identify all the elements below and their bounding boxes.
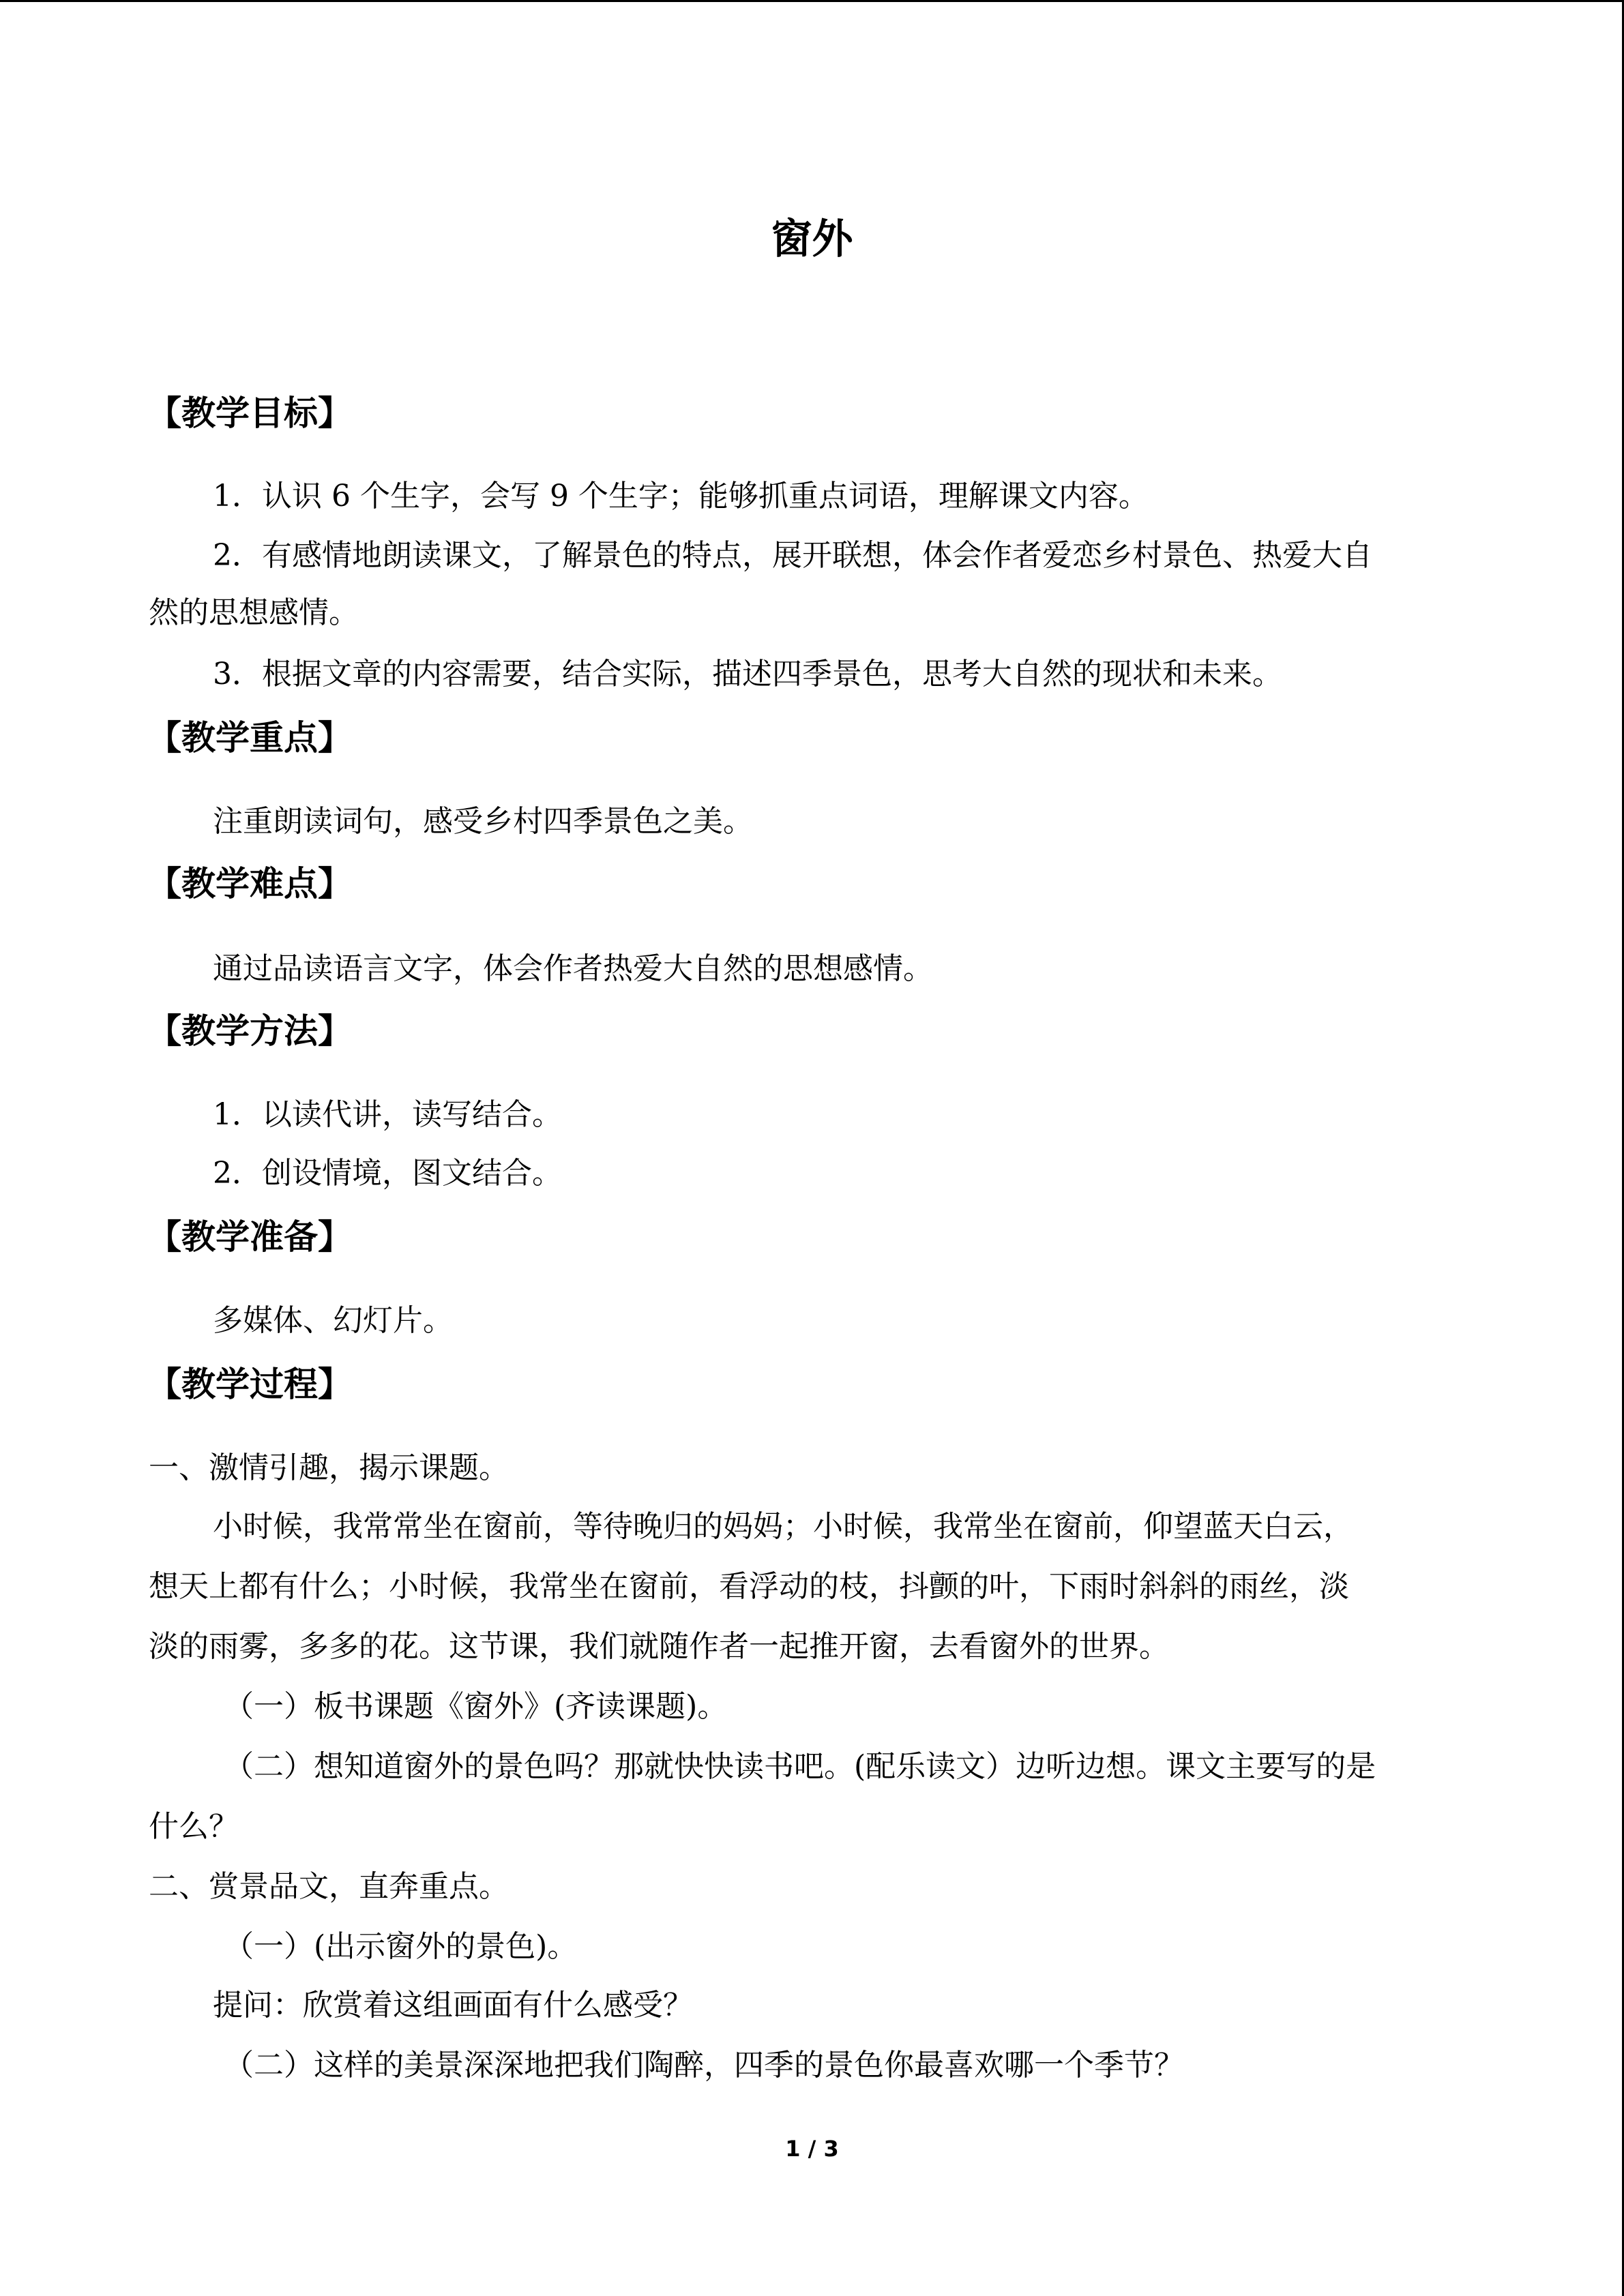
process-step-2-title: 二、赏景品文，直奔重点。: [149, 1869, 509, 1904]
process-step-2-substep-1: （一）(出示窗外的景色)。: [224, 1929, 578, 1964]
process-step-2-substep-2: （二）这样的美景深深地把我们陶醉，四季的景色你最喜欢哪一个季节？: [224, 2048, 1184, 2083]
difficulty-line-1: 通过品读语言文字，体会作者热爱大自然的思想感情。: [213, 951, 933, 986]
section-heading-method: 【教学方法】: [147, 1011, 352, 1051]
section-heading-prep: 【教学准备】: [147, 1217, 352, 1257]
process-substep-2-continued: 什么？: [149, 1809, 239, 1844]
prep-line-1: 多媒体、幻灯片。: [213, 1303, 453, 1338]
method-line-2: 2．创设情境，图文结合。: [213, 1156, 562, 1191]
process-paragraph-line-2: 想天上都有什么；小时候，我常坐在窗前，看浮动的枝，抖颤的叶，下雨时斜斜的雨丝，淡: [149, 1569, 1349, 1604]
process-substep-1: （一）板书课题《窗外》(齐读课题)。: [224, 1689, 728, 1724]
process-substep-2: （二）想知道窗外的景色吗？那就快快读书吧。(配乐读文）边听边想。课文主要写的是: [224, 1749, 1376, 1784]
section-heading-goals: 【教学目标】: [147, 393, 352, 433]
page-title: 窗外: [771, 215, 853, 263]
section-heading-key: 【教学重点】: [147, 718, 352, 758]
key-line-1: 注重朗读词句，感受乡村四季景色之美。: [213, 804, 753, 839]
process-paragraph-line-1: 小时候，我常常坐在窗前，等待晚归的妈妈；小时候，我常坐在窗前，仰望蓝天白云，: [213, 1509, 1353, 1544]
goal-line-2: 2．有感情地朗读课文，了解景色的特点，展开联想，体会作者爱恋乡村景色、热爱大自: [213, 538, 1372, 573]
page-number: 1 / 3: [785, 2136, 839, 2162]
section-heading-difficulty: 【教学难点】: [147, 864, 352, 904]
goal-line-2-continued: 然的思想感情。: [149, 595, 359, 630]
process-paragraph-line-3: 淡的雨雾，多多的花。这节课，我们就随作者一起推开窗，去看窗外的世界。: [149, 1629, 1169, 1664]
method-line-1: 1．以读代讲，读写结合。: [213, 1097, 562, 1132]
goal-line-3: 3．根据文章的内容需要，结合实际，描述四季景色，思考大自然的现状和未来。: [213, 657, 1282, 691]
goal-line-1: 1．认识 6 个生字，会写 9 个生字；能够抓重点词语，理解课文内容。: [213, 479, 1149, 513]
process-step-2-question: 提问：欣赏着这组画面有什么感受？: [213, 1988, 693, 2023]
process-step-1-title: 一、激情引趣，揭示课题。: [149, 1450, 509, 1485]
section-heading-process: 【教学过程】: [147, 1365, 352, 1404]
